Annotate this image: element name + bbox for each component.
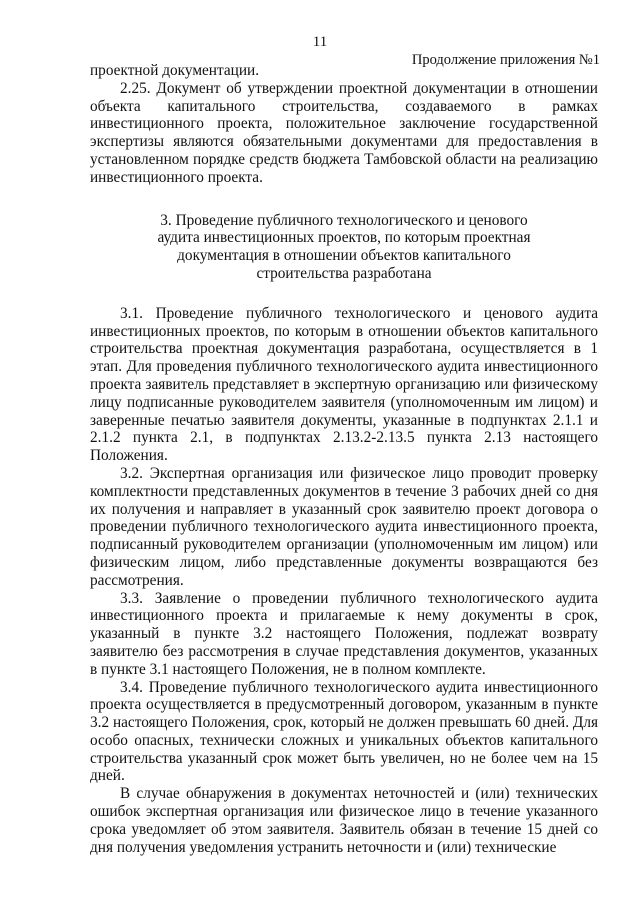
paragraph-3-2: 3.2. Экспертная организация или физическое лицо проводит проверку комплектности представленных документов в течение 3 рабочих дней со дня их получения и направляет в указанный срок заявителю проект договора о проведении публичного технологического аудита инвестиционного проекта, подписанный руководителем организации (уполномоченным им лицом) или физическим лицом, либо представленные документы возвращаются без рассмотрения.: [90, 464, 598, 589]
paragraph-3-3: 3.3. Заявление о проведении публичного технологического аудита инвестиционного проекта и прилагаемые к нему документы в срок, указанный в пункте 3.2 настоящего Положения, подлежат возврату заявителю без рассмотрения в случае представления документов, указанных в пункте 3.1 настоящего Положения, не в полном комплекте.: [90, 589, 598, 678]
document-body: [90, 62, 598, 856]
section-heading-line-1: 3. Проведение публичного технологического и ценового: [160, 211, 528, 229]
page-number: 11: [312, 34, 328, 50]
section-heading-line-4: строительства разработана: [256, 264, 432, 282]
section-heading-line-2: аудита инвестиционных проектов, по которым проектная: [157, 229, 531, 247]
paragraph-notification: В случае обнаружения в документах неточностей и (или) технических ошибок экспертная организация или физическое лицо в течение указанного срока уведомляет об этом заявителя. Заявитель обязан в течение 15 дней со дня получения уведомления устранить неточности и (или) технические: [90, 785, 598, 856]
section-heading: [90, 212, 598, 283]
paragraph-continuation: проектной документации.: [90, 62, 260, 79]
paragraph-3-4: 3.4. Проведение публичного технологического аудита инвестиционного проекта осуществляется в предусмотренный договором, указанным в пункте 3.2 настоящего Положения, срок, который не должен превышать 60 дней. Для особо опасных, технически сложных и уникальных объектов капитального строительства указанный срок может быть увеличен, но не более чем на 15 дней.: [90, 678, 598, 785]
paragraph-2-25: 2.25. Документ об утверждении проектной документации в отношении объекта капитального строительства, создаваемого в рамках инвестиционного проекта, положительное заключение государственной экспертизы являются обязательными документами для предоставления в установленном порядке средств бюджета Тамбовской области на реализацию инвестиционного проекта.: [90, 79, 598, 186]
continuation-label: Продолжение приложения №1: [411, 52, 600, 68]
paragraph-3-1: 3.1. Проведение публичного технологического и ценового аудита инвестиционных проектов, по которым в отношении объектов капитального строительства проектная документация разработана, осуществляется в 1 этап. Для проведения публичного технологического аудита инвестиционного проекта заявитель представляет в экспертную организацию или физическому лицу подписанные руководителем заявителя (уполномоченным им лицом) и заверенные печатью заявителя документы, указанные в подпунктах 2.1.1 и 2.1.2 пункта 2.1, в подпунктах 2.13.2-2.13.5 пункта 2.13 настоящего Положения.: [90, 304, 598, 465]
section-heading-line-3: документация в отношении объектов капитального: [177, 247, 511, 265]
